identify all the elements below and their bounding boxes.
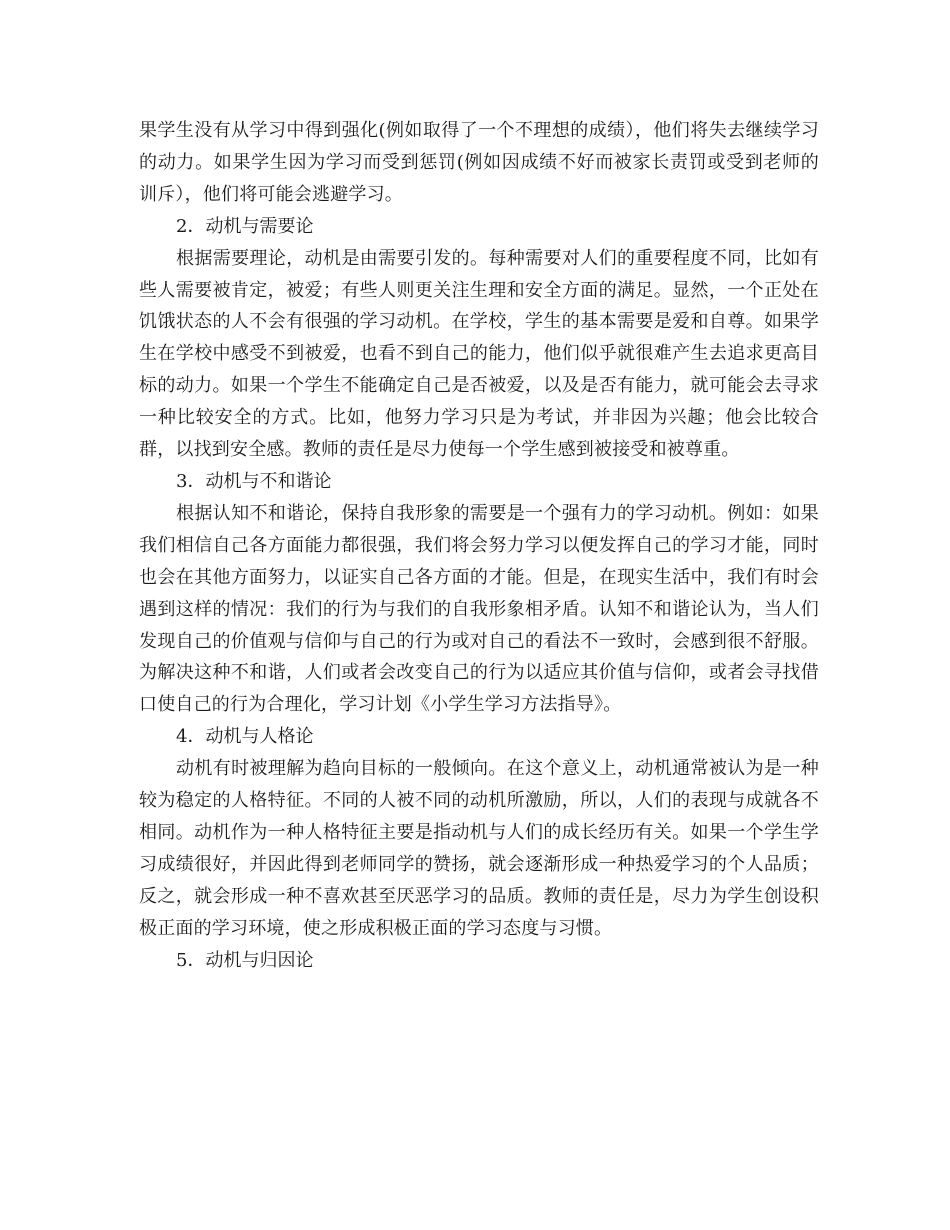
document-page <box>139 115 819 976</box>
paragraph-continuation: 果学生没有从学习中得到强化(例如取得了一个不理想的成绩），他们将失去继续学习的动力。如果学生因为学习而受到惩罚(例如因成绩不好而被家长责罚或受到老师的训斥），他们将可能会逃避学习。 <box>139 120 819 205</box>
paragraph-personality-theory: 动机有时被理解为趋向目标的一般倾向。在这个意义上，动机通常被认为是一种较为稳定的人格特征。不同的人被不同的动机所激励，所以，人们的表现与成就各不相同。动机作为一种人格特征主要是指动机与人们的成长经历有关。如果一个学生学习成绩很好，并因此得到老师同学的赞扬，就会逐渐形成一种热爱学习的个人品质；反之，就会形成一种不喜欢甚至厌恶学习的品质。教师的责任是，尽力为学生创设积极正面的学习环境，使之形成积极正面的学习态度与习惯。 <box>139 758 819 939</box>
section-heading-2: 2．动机与需要论 <box>176 215 314 237</box>
section-heading-4: 4．动机与人格论 <box>176 726 314 748</box>
section-heading-3: 3．动机与不和谐论 <box>176 470 332 492</box>
section-heading-5: 5．动机与归因论 <box>176 949 314 971</box>
paragraph-needs-theory: 根据需要理论，动机是由需要引发的。每种需要对人们的重要程度不同，比如有些人需要被肯定，被爱；有些人则更关注生理和安全方面的满足。显然，一个正处在饥饿状态的人不会有很强的学习动机。在学校，学生的基本需要是爱和自尊。如果学生在学校中感受不到被爱，也看不到自己的能力，他们似乎就很难产生去追求更高目标的动力。如果一个学生不能确定自己是否被爱，以及是否有能力，就可能会去寻求一种比较安全的方式。比如，他努力学习只是为考试，并非因为兴趣；他会比较合群，以找到安全感。教师的责任是尽力使每一个学生感到被接受和被尊重。 <box>139 247 819 461</box>
paragraph-dissonance-theory: 根据认知不和谐论，保持自我形象的需要是一个强有力的学习动机。例如：如果我们相信自己各方面能力都很强，我们将会努力学习以便发挥自己的学习才能，同时也会在其他方面努力，以证实自己各方面的才能。但是，在现实生活中，我们有时会遇到这样的情况：我们的行为与我们的自我形象相矛盾。认知不和谐论认为，当人们发现自己的价值观与信仰与自己的行为或对自己的看法不一致时，会感到很不舒服。为解决这种不和谐，人们或者会改变自己的行为以适应其价值与信仰，或者会寻找借口使自己的行为合理化，学习计划《小学生学习方法指导》。 <box>139 502 819 716</box>
